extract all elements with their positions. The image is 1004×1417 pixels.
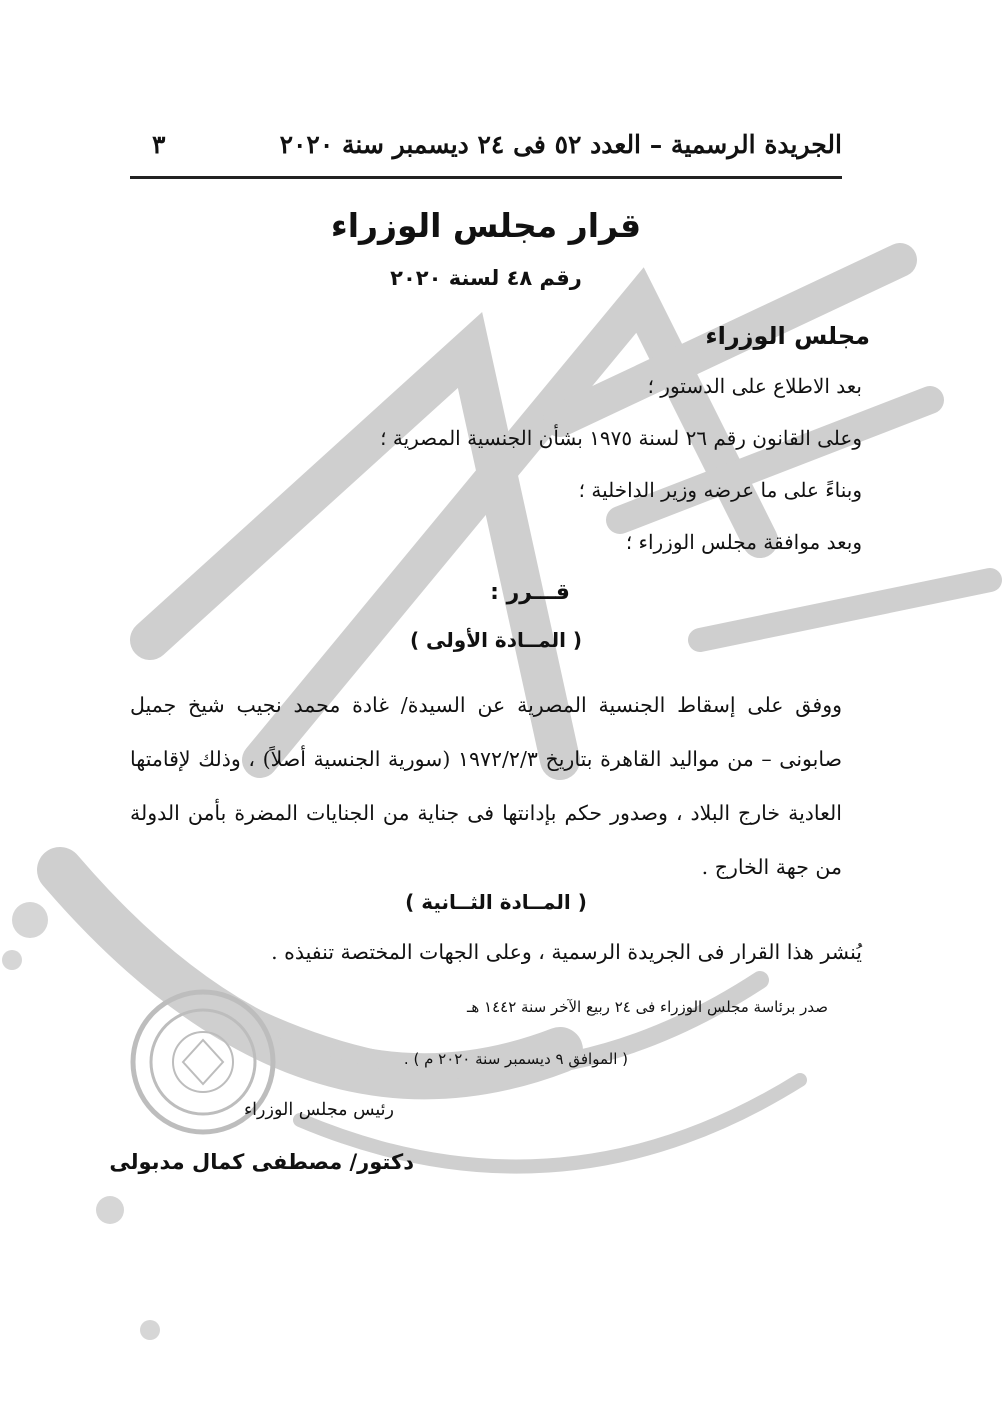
issued-hijri-date: صدر برئاسة مجلس الوزراء فى ٢٤ ربيع الآخر سنة ١٤٤٢ هـ	[466, 998, 828, 1016]
decree-title: قرار مجلس الوزراء	[330, 206, 642, 245]
issuer-heading: مجلس الوزراء	[705, 322, 870, 350]
issued-gregorian-date: ( الموافق ٩ ديسمبر سنة ٢٠٢٠ م ) .	[403, 1050, 628, 1068]
article-2-text: يُنشر هذا القرار فى الجريدة الرسمية ، وعلى الجهات المختصة تنفيذه .	[271, 940, 862, 964]
preamble-line: وعلى القانون رقم ٢٦ لسنة ١٩٧٥ بشأن الجنسية المصرية ؛	[380, 426, 862, 450]
article-2-title: ( المــادة الثــانية )	[405, 890, 587, 914]
article-1-title: ( المــادة الأولى )	[409, 628, 583, 652]
article-1-text: ووفق على إسقاط الجنسية المصرية عن السيدة/ غادة محمد نجيب شيخ جميل صابونى – من مواليد القاهرة بتاريخ ١٩٧٢/٢/٣ (سورية الجنسية أصلاً) ، وذلك لإقامتها العادية خارج البلاد ، وصدور حكم بإدانتها فى جناية من الجنايات المضرة بأمن الدولة من جهة الخارج .	[130, 693, 842, 879]
gazette-issue-line: الجريدة الرسمية – العدد ٥٢ فى ٢٤ ديسمبر سنة ٢٠٢٠	[279, 130, 842, 159]
signatory-name: دكتور/ مصطفى كمال مدبولى	[109, 1150, 414, 1174]
signatory-title: رئيس مجلس الوزراء	[243, 1100, 394, 1120]
decided-heading: قـــرر :	[490, 580, 570, 605]
page-header	[130, 128, 842, 168]
page-number: ٣	[152, 130, 166, 159]
preamble-line: وبناءً على ما عرضه وزير الداخلية ؛	[578, 478, 862, 502]
decree-number: رقم ٤٨ لسنة ٢٠٢٠	[390, 266, 582, 290]
preamble-line: بعد الاطلاع على الدستور ؛	[647, 374, 862, 398]
header-divider	[130, 176, 842, 179]
preamble-line: وبعد موافقة مجلس الوزراء ؛	[625, 530, 862, 554]
